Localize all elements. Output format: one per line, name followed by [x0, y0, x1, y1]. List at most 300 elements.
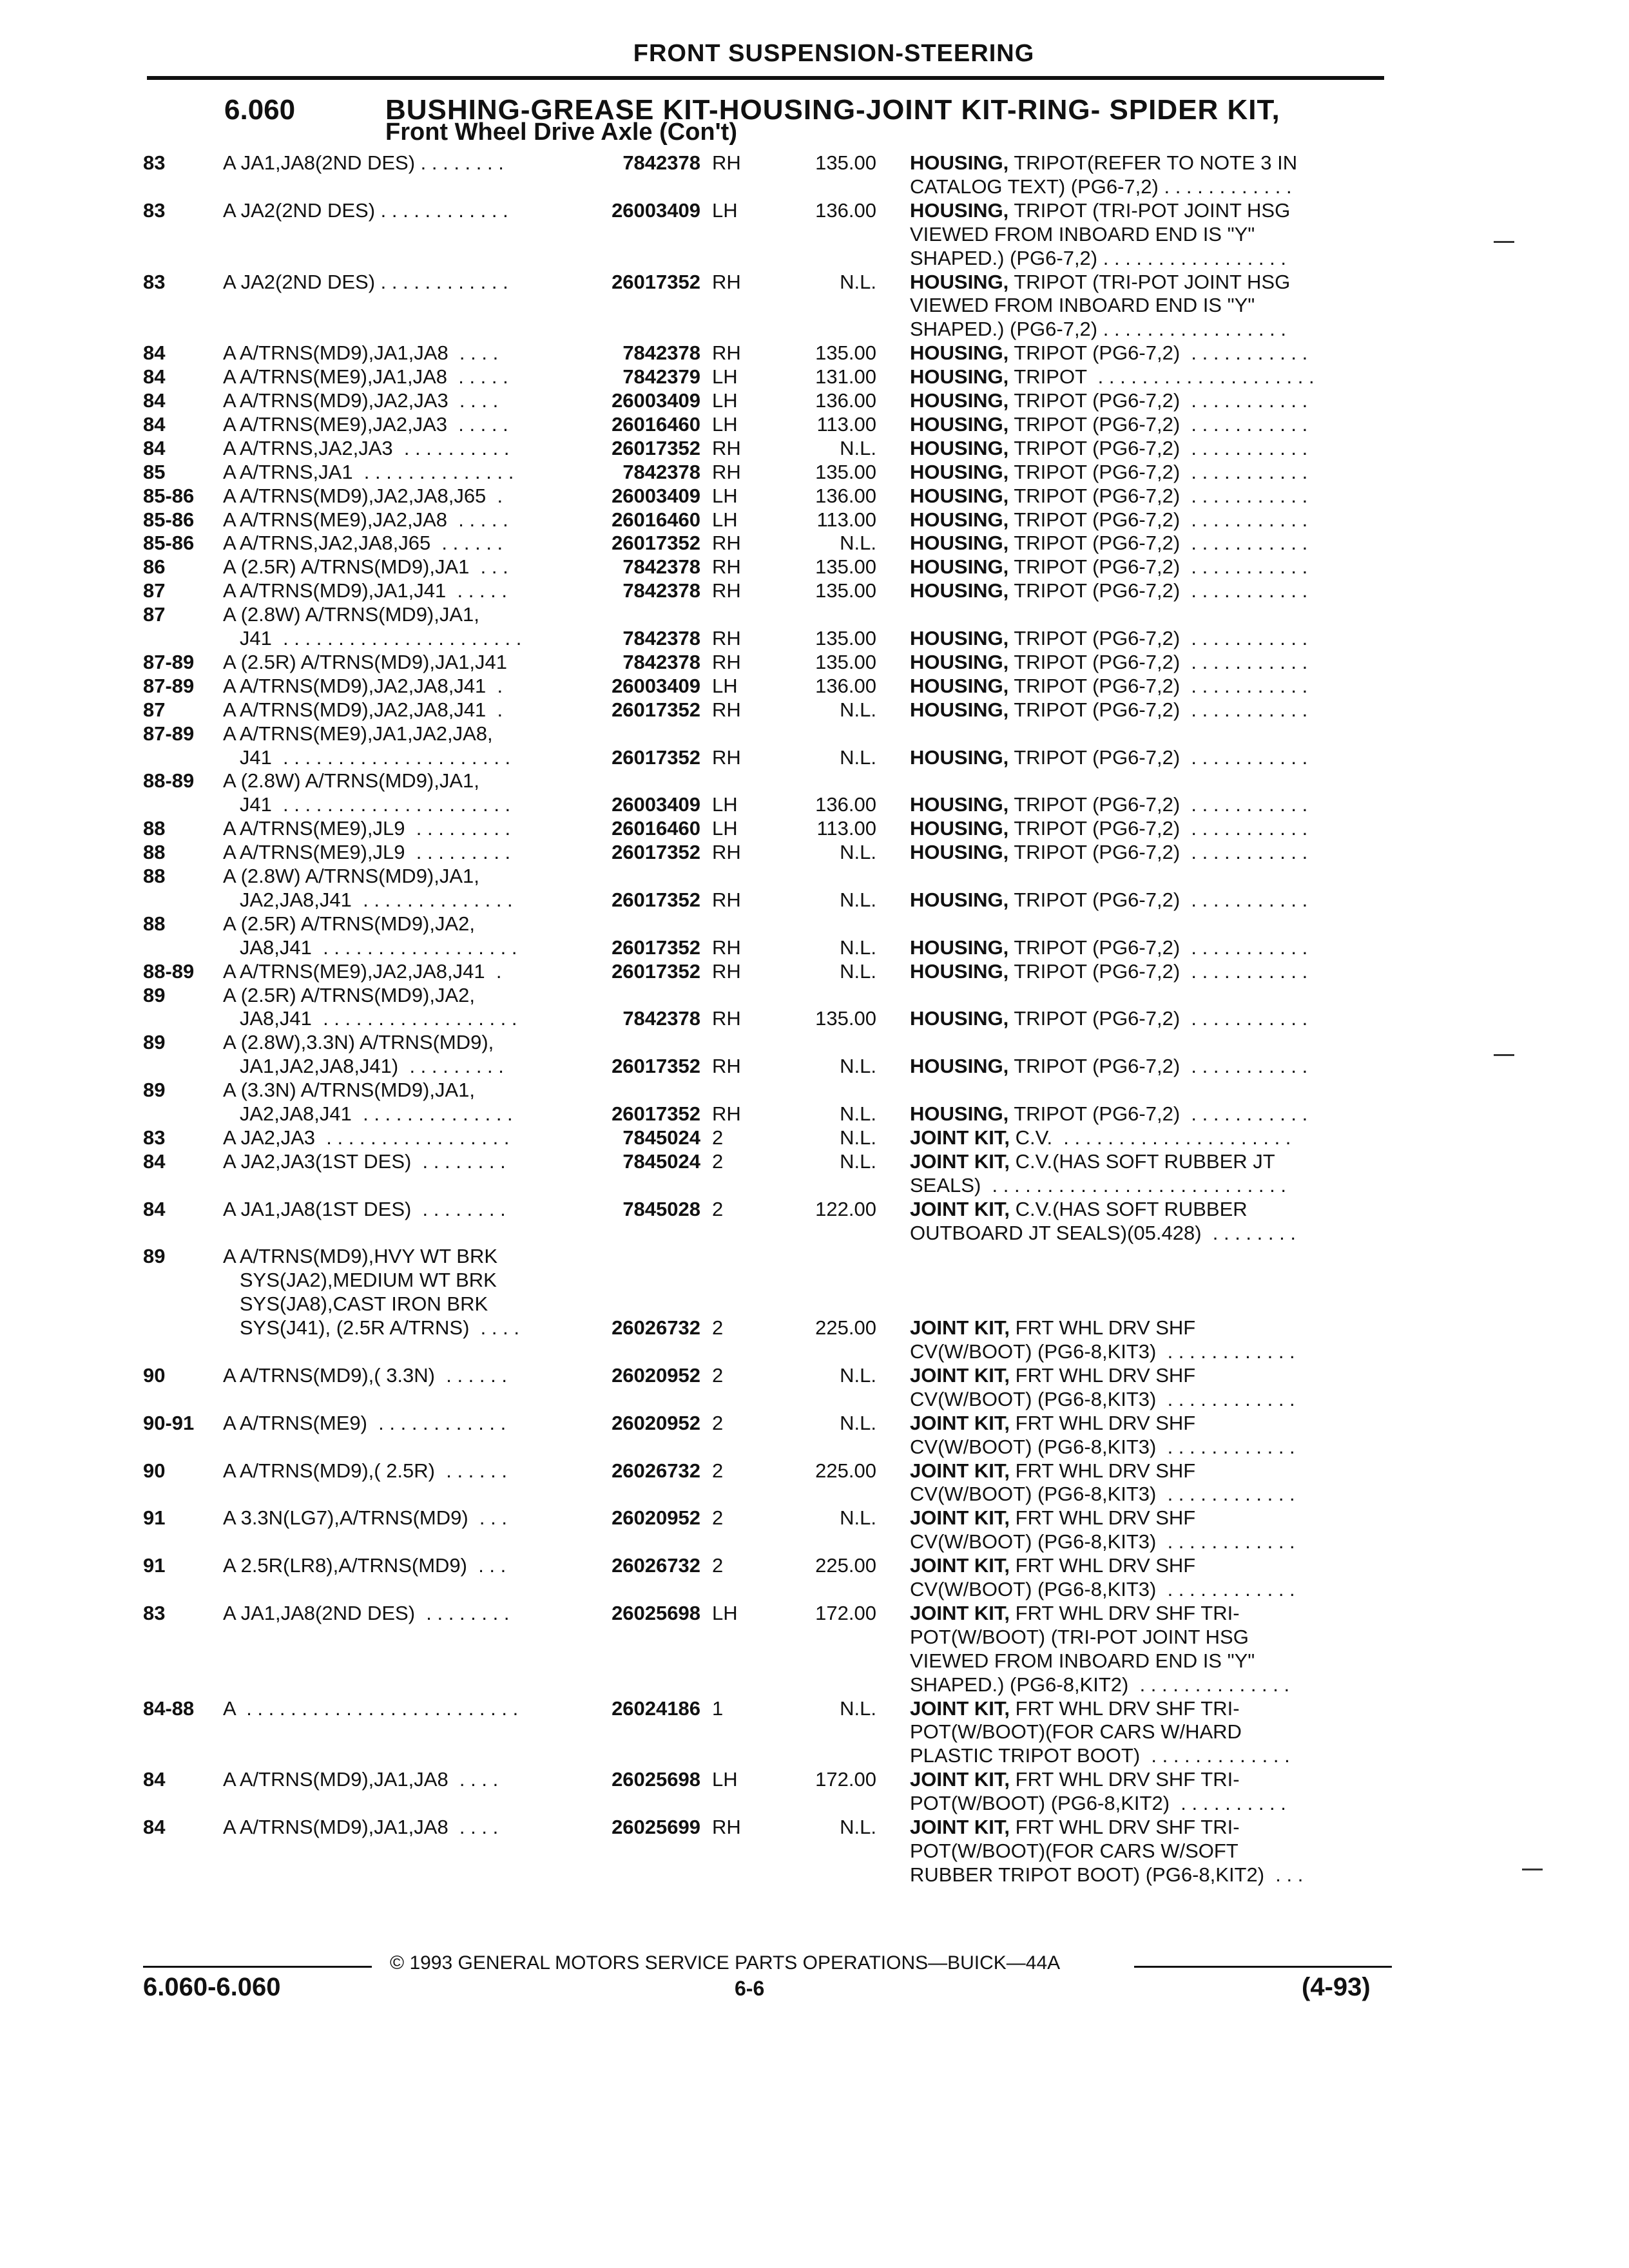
quantity: LH — [712, 365, 738, 389]
quantity: LH — [712, 412, 738, 436]
description-text: CATALOG TEXT) (PG6-7,2) . . . . . . . . . . . . — [910, 175, 1292, 198]
ref-number: 87 — [143, 698, 166, 721]
quantity: 2 — [712, 1554, 724, 1577]
quantity: RH — [712, 959, 741, 983]
part-number: 7842378 — [622, 341, 700, 365]
price: N.L. — [840, 698, 876, 721]
ref-number: 88-89 — [143, 769, 195, 793]
description-name: JOINT KIT, — [910, 1696, 1010, 1720]
description-name: JOINT KIT, — [910, 1459, 1010, 1482]
ref-number: 83 — [143, 151, 166, 174]
description — [910, 698, 1307, 722]
description — [910, 1791, 1286, 1815]
application: A A/TRNS(MD9),JA2,JA3 . . . . — [223, 389, 499, 412]
description — [910, 1387, 1295, 1411]
description-text: TRIPOT (PG6-7,2) . . . . . . . . . . . — [1008, 936, 1308, 959]
description — [910, 293, 1255, 317]
quantity: LH — [712, 508, 738, 531]
ref-number: 84 — [143, 412, 166, 436]
part-number: 26017352 — [612, 1102, 700, 1125]
application: A A/TRNS(ME9),JA1,JA2,JA8, — [223, 722, 493, 745]
description — [910, 365, 1315, 389]
application: A (3.3N) A/TRNS(MD9),JA1, — [223, 1079, 476, 1102]
ref-number: 86 — [143, 555, 166, 579]
description — [910, 436, 1307, 460]
quantity: RH — [712, 555, 741, 579]
description — [910, 1102, 1307, 1126]
description-name: HOUSING, — [910, 555, 1009, 579]
footer-rule-right — [1134, 1966, 1392, 1968]
quantity: RH — [712, 936, 741, 959]
description-text: FRT WHL DRV SHF — [1010, 1554, 1196, 1577]
ref-number: 85-86 — [143, 484, 195, 507]
application: A A/TRNS(MD9),( 3.3N) . . . . . . — [223, 1363, 507, 1387]
application: JA8,J41 . . . . . . . . . . . . . . . . . . — [223, 936, 517, 959]
description-text: TRIPOT (PG6-7,2) . . . . . . . . . . . — [1008, 532, 1308, 555]
application: A A/TRNS(ME9) . . . . . . . . . . . . — [223, 1411, 506, 1434]
application: A JA2,JA3(1ST DES) . . . . . . . . — [223, 1149, 506, 1173]
description-text: CV(W/BOOT) (PG6-8,KIT3) . . . . . . . . . . . . — [910, 1340, 1295, 1363]
price: 135.00 — [815, 627, 876, 649]
description-text: FRT WHL DRV SHF — [1010, 1459, 1196, 1482]
description-text: TRIPOT (PG6-7,2) . . . . . . . . . . . — [1008, 484, 1308, 507]
ref-number: 85 — [143, 460, 166, 483]
quantity: RH — [712, 627, 741, 649]
application: SYS(JA2),MEDIUM WT BRK — [223, 1269, 497, 1292]
application: A 3.3N(LG7),A/TRNS(MD9) . . . — [223, 1506, 507, 1530]
ref-number: 87-89 — [143, 722, 195, 745]
description-name: JOINT KIT, — [910, 1149, 1010, 1173]
description-name: HOUSING, — [910, 151, 1009, 174]
price: N.L. — [840, 436, 876, 459]
description-name: JOINT KIT, — [910, 1816, 1010, 1838]
application: J41 . . . . . . . . . . . . . . . . . . . . . — [223, 745, 511, 769]
description-text: SHAPED.) (PG6-7,2) . . . . . . . . . . . . . . . . . — [910, 318, 1286, 341]
description — [910, 650, 1307, 674]
quantity: 2 — [712, 1126, 724, 1149]
application: A A/TRNS(MD9),JA1,JA8 . . . . — [223, 1768, 499, 1791]
part-number: 26020952 — [612, 1363, 700, 1387]
footer-date: (4-93) — [1302, 1973, 1371, 2001]
price: N.L. — [840, 1696, 876, 1720]
part-number: 7842378 — [622, 555, 700, 579]
price: 172.00 — [815, 1768, 876, 1791]
ref-number: 84-88 — [143, 1696, 195, 1720]
description — [910, 175, 1292, 198]
price: N.L. — [840, 1055, 876, 1078]
quantity: LH — [712, 389, 738, 412]
application: A (2.5R) A/TRNS(MD9),JA1,J41 — [223, 650, 508, 673]
description-text: TRIPOT (PG6-7,2) . . . . . . . . . . . — [1008, 745, 1308, 769]
quantity: 2 — [712, 1149, 724, 1173]
ref-number: 83 — [143, 1126, 166, 1149]
part-number: 26017352 — [612, 936, 700, 959]
ref-number: 89 — [143, 1031, 166, 1054]
quantity: RH — [712, 270, 741, 293]
description-name: JOINT KIT, — [910, 1506, 1010, 1530]
description-text: FRT WHL DRV SHF TRI- — [1010, 1768, 1240, 1791]
description-text: C.V.(HAS SOFT RUBBER JT — [1010, 1149, 1275, 1173]
ref-number: 87-89 — [143, 674, 195, 697]
part-number: 26003409 — [612, 484, 700, 507]
description — [910, 1149, 1275, 1173]
price: 136.00 — [815, 674, 876, 697]
quantity: RH — [712, 151, 741, 174]
part-number: 26026732 — [612, 1316, 700, 1340]
description-text: TRIPOT (PG6-7,2) . . . . . . . . . . . — [1008, 555, 1308, 579]
application: A A/TRNS,JA2,JA8,J65 . . . . . . — [223, 532, 503, 555]
section-title: BUSHING-GREASE KIT-HOUSING-JOINT KIT-RING- SPIDER KIT, — [385, 94, 1280, 126]
description-name: JOINT KIT, — [910, 1363, 1010, 1387]
description-text: TRIPOT (PG6-7,2) . . . . . . . . . . . — [1008, 389, 1308, 412]
part-number: 26017352 — [612, 1055, 700, 1078]
description-text: FRT WHL DRV SHF — [1010, 1506, 1196, 1530]
description-name: HOUSING, — [910, 698, 1009, 721]
price: N.L. — [840, 959, 876, 983]
description — [910, 341, 1307, 365]
quantity: LH — [712, 817, 738, 840]
description — [910, 840, 1307, 864]
application: A A/TRNS(MD9),( 2.5R) . . . . . . — [223, 1459, 507, 1482]
description-text: TRIPOT (PG6-7,2) . . . . . . . . . . . — [1008, 888, 1308, 911]
ref-number: 88-89 — [143, 959, 195, 983]
ref-number: 88 — [143, 865, 166, 887]
price: N.L. — [840, 1126, 876, 1149]
description — [910, 1744, 1290, 1767]
description-text: POT(W/BOOT)(FOR CARS W/SOFT — [910, 1839, 1239, 1862]
part-number: 26017352 — [612, 888, 700, 911]
part-number: 26020952 — [612, 1411, 700, 1434]
description-text: TRIPOT (PG6-7,2) . . . . . . . . . . . — [1008, 412, 1308, 436]
price: 225.00 — [815, 1459, 876, 1482]
description — [910, 531, 1307, 555]
description-text: TRIPOT (PG6-7,2) . . . . . . . . . . . — [1008, 341, 1308, 365]
footer-rule-left — [143, 1966, 372, 1968]
price: 225.00 — [815, 1316, 876, 1340]
description-name: JOINT KIT, — [910, 1768, 1010, 1791]
description-text: TRIPOT (PG6-7,2) . . . . . . . . . . . — [1008, 627, 1308, 649]
part-number: 26017352 — [612, 270, 700, 293]
description — [910, 1601, 1240, 1625]
application: SYS(JA8),CAST IRON BRK — [223, 1293, 488, 1316]
quantity: RH — [712, 341, 741, 365]
price: N.L. — [840, 270, 876, 293]
ref-number: 84 — [143, 1149, 166, 1173]
description-name: HOUSING, — [910, 436, 1009, 459]
application: A A/TRNS(MD9),HVY WT BRK — [223, 1245, 498, 1268]
price: 225.00 — [815, 1554, 876, 1577]
application: J41 . . . . . . . . . . . . . . . . . . . . . . — [223, 627, 522, 649]
description — [910, 1316, 1195, 1340]
description-text: OUTBOARD JT SEALS)(05.428) . . . . . . . . — [910, 1221, 1296, 1244]
price: N.L. — [840, 888, 876, 911]
description — [910, 1506, 1195, 1530]
ref-number: 89 — [143, 1079, 166, 1102]
price: 135.00 — [815, 650, 876, 673]
description-text: POT(W/BOOT) (PG6-8,KIT2) . . . . . . . . . . — [910, 1792, 1286, 1815]
ref-number: 88 — [143, 912, 166, 935]
ref-number: 84 — [143, 1768, 166, 1791]
description-text: TRIPOT (PG6-7,2) . . . . . . . . . . . — [1008, 1102, 1308, 1125]
application: A A/TRNS(MD9),JA1,JA8 . . . . — [223, 341, 499, 365]
application: JA1,JA2,JA8,J41) . . . . . . . . . — [223, 1055, 504, 1078]
application: A A/TRNS(MD9),JA2,JA8,J65 . — [223, 484, 503, 507]
application: A (2.5R) A/TRNS(MD9),JA2, — [223, 983, 476, 1006]
price: N.L. — [840, 745, 876, 769]
description — [910, 1696, 1240, 1720]
description-text: CV(W/BOOT) (PG6-8,KIT3) . . . . . . . . . . . . — [910, 1483, 1295, 1506]
section-subtitle: Front Wheel Drive Axle (Con't) — [385, 119, 737, 146]
ref-number: 90-91 — [143, 1411, 195, 1434]
price: 136.00 — [815, 198, 876, 222]
ref-number: 87-89 — [143, 650, 195, 673]
application: A A/TRNS,JA1 . . . . . . . . . . . . . . — [223, 460, 514, 483]
description-text: FRT WHL DRV SHF — [1010, 1411, 1196, 1434]
description-name: JOINT KIT, — [910, 1197, 1010, 1220]
quantity: 2 — [712, 1411, 724, 1434]
description — [910, 1863, 1303, 1887]
application: A (2.8W),3.3N) A/TRNS(MD9), — [223, 1031, 494, 1054]
part-number: 7842378 — [622, 151, 700, 174]
ref-number: 88 — [143, 841, 166, 864]
description-name: HOUSING, — [910, 341, 1009, 365]
description-text: VIEWED FROM INBOARD END IS "Y" — [910, 1649, 1255, 1672]
description-text: TRIPOT (PG6-7,2) . . . . . . . . . . . — [1008, 460, 1308, 483]
description-text: C.V. . . . . . . . . . . . . . . . . . . . . . — [1010, 1126, 1291, 1149]
price: N.L. — [840, 1102, 876, 1125]
price: 135.00 — [815, 579, 876, 602]
description — [910, 888, 1307, 912]
description-text: POT(W/BOOT) (TRI-POT JOINT HSG — [910, 1625, 1249, 1648]
description-name: HOUSING, — [910, 532, 1009, 555]
page-header-title: FRONT SUSPENSION-STEERING — [633, 40, 1035, 67]
quantity: RH — [712, 698, 741, 721]
description — [910, 317, 1286, 341]
description-name: HOUSING, — [910, 627, 1009, 649]
description-name: HOUSING, — [910, 793, 1009, 816]
ref-number: 84 — [143, 1197, 166, 1220]
quantity: 2 — [712, 1197, 724, 1220]
quantity: RH — [712, 579, 741, 602]
description-text: TRIPOT (PG6-7,2) . . . . . . . . . . . — [1008, 674, 1308, 697]
description — [910, 1340, 1295, 1363]
quantity: RH — [712, 1007, 741, 1030]
description — [910, 1197, 1248, 1221]
description-name: HOUSING, — [910, 198, 1009, 222]
description-text: FRT WHL DRV SHF — [1010, 1363, 1196, 1387]
description — [910, 222, 1255, 246]
description-text: VIEWED FROM INBOARD END IS "Y" — [910, 294, 1255, 317]
application: A A/TRNS(MD9),JA2,JA8,J41 . — [223, 698, 503, 721]
description — [910, 198, 1290, 222]
ref-number: 89 — [143, 1245, 166, 1268]
ref-number: 87 — [143, 579, 166, 602]
description-text: FRT WHL DRV SHF TRI- — [1010, 1696, 1240, 1720]
description-name: HOUSING, — [910, 484, 1009, 507]
quantity: 2 — [712, 1506, 724, 1530]
application: A JA1,JA8(2ND DES) . . . . . . . . — [223, 1601, 510, 1624]
ref-number: 84 — [143, 341, 166, 365]
description-text: FRT WHL DRV SHF — [1010, 1316, 1196, 1340]
description — [910, 1221, 1296, 1245]
description-text: TRIPOT (PG6-7,2) . . . . . . . . . . . — [1008, 841, 1308, 864]
description — [910, 1767, 1240, 1791]
description — [910, 1815, 1240, 1839]
description-text: TRIPOT . . . . . . . . . . . . . . . . . . . . — [1008, 365, 1315, 389]
quantity: RH — [712, 1816, 741, 1838]
description — [910, 936, 1307, 959]
part-number: 26025698 — [612, 1601, 700, 1624]
part-number: 26017352 — [612, 959, 700, 983]
description-text: CV(W/BOOT) (PG6-8,KIT3) . . . . . . . . . . . . — [910, 1387, 1295, 1410]
description-name: HOUSING, — [910, 1007, 1009, 1030]
description-name: HOUSING, — [910, 1055, 1009, 1078]
description-name: JOINT KIT, — [910, 1411, 1010, 1434]
price: 172.00 — [815, 1601, 876, 1624]
description-text: CV(W/BOOT) (PG6-8,KIT3) . . . . . . . . . . . . — [910, 1435, 1295, 1458]
application: A A/TRNS(ME9),JL9 . . . . . . . . . — [223, 841, 511, 864]
quantity: RH — [712, 841, 741, 864]
quantity: LH — [712, 793, 738, 816]
part-number: 7845024 — [622, 1149, 700, 1173]
description — [910, 1173, 1286, 1197]
part-number: 26017352 — [612, 745, 700, 769]
description — [910, 816, 1307, 840]
price: 135.00 — [815, 1007, 876, 1030]
quantity: 2 — [712, 1459, 724, 1482]
ref-number: 91 — [143, 1554, 166, 1577]
footer-copyright: © 1993 GENERAL MOTORS SERVICE PARTS OPERATIONS—BUICK—44A — [390, 1952, 1061, 1974]
description-name: HOUSING, — [910, 270, 1009, 293]
price: N.L. — [840, 1411, 876, 1434]
quantity: RH — [712, 1102, 741, 1125]
price: 135.00 — [815, 460, 876, 483]
quantity: RH — [712, 436, 741, 459]
description-text: TRIPOT (TRI-POT JOINT HSG — [1008, 270, 1291, 293]
description — [910, 674, 1307, 698]
application: JA8,J41 . . . . . . . . . . . . . . . . . . — [223, 1007, 517, 1030]
description — [910, 1482, 1295, 1506]
ref-number: 91 — [143, 1506, 166, 1530]
price: 135.00 — [815, 555, 876, 579]
description — [910, 745, 1307, 769]
description-name: HOUSING, — [910, 841, 1009, 864]
application: A A/TRNS(ME9),JA2,JA8 . . . . . — [223, 508, 508, 531]
description-name: HOUSING, — [910, 412, 1009, 436]
application: A JA2,JA3 . . . . . . . . . . . . . . . . . — [223, 1126, 510, 1149]
quantity: 2 — [712, 1316, 724, 1340]
application: A A/TRNS(ME9),JA2,JA3 . . . . . — [223, 412, 508, 436]
part-number: 26017352 — [612, 841, 700, 864]
description-text: SHAPED.) (PG6-7,2) . . . . . . . . . . . . . . . . . — [910, 246, 1286, 269]
description-name: HOUSING, — [910, 959, 1009, 983]
description — [910, 151, 1297, 175]
price: 113.00 — [816, 508, 876, 531]
description-name: JOINT KIT, — [910, 1601, 1010, 1624]
ref-number: 83 — [143, 270, 166, 293]
ref-number: 84 — [143, 1816, 166, 1838]
application: A JA1,JA8(1ST DES) . . . . . . . . — [223, 1197, 506, 1220]
description-text: TRIPOT (PG6-7,2) . . . . . . . . . . . — [1008, 579, 1308, 602]
part-number: 26025698 — [612, 1768, 700, 1791]
description-text: TRIPOT (PG6-7,2) . . . . . . . . . . . — [1008, 508, 1308, 531]
description — [910, 1054, 1307, 1078]
description — [910, 1435, 1295, 1459]
application: A (2.8W) A/TRNS(MD9),JA1, — [223, 865, 479, 887]
quantity: LH — [712, 484, 738, 507]
part-number: 26003409 — [612, 389, 700, 412]
description-name: HOUSING, — [910, 745, 1009, 769]
description — [910, 1363, 1195, 1387]
application: A . . . . . . . . . . . . . . . . . . . . . . . . . — [223, 1696, 519, 1720]
description-text: RUBBER TRIPOT BOOT) (PG6-8,KIT2) . . . — [910, 1863, 1304, 1886]
quantity: 1 — [712, 1696, 724, 1720]
part-number: 7842378 — [622, 579, 700, 602]
price: N.L. — [840, 1816, 876, 1838]
description-name: JOINT KIT, — [910, 1316, 1010, 1340]
description — [910, 959, 1307, 983]
application: A JA2(2ND DES) . . . . . . . . . . . . — [223, 198, 508, 222]
description-text: TRIPOT (PG6-7,2) . . . . . . . . . . . — [1008, 817, 1308, 840]
description — [910, 1625, 1249, 1649]
description-text: TRIPOT (PG6-7,2) . . . . . . . . . . . — [1008, 959, 1308, 983]
part-number: 7842378 — [622, 650, 700, 673]
description — [910, 793, 1307, 816]
description-name: HOUSING, — [910, 936, 1009, 959]
description-name: HOUSING, — [910, 579, 1009, 602]
ref-number: 87 — [143, 603, 166, 626]
description — [910, 1839, 1239, 1863]
description-text: TRIPOT (PG6-7,2) . . . . . . . . . . . — [1008, 1007, 1308, 1030]
description — [910, 555, 1307, 579]
description-name: HOUSING, — [910, 888, 1009, 911]
price: 131.00 — [815, 365, 876, 389]
part-number: 26016460 — [612, 508, 700, 531]
ref-number: 83 — [143, 198, 166, 222]
part-number: 26003409 — [612, 198, 700, 222]
application: A JA2(2ND DES) . . . . . . . . . . . . — [223, 270, 508, 293]
application: A A/TRNS(MD9),JA2,JA8,J41 . — [223, 674, 503, 697]
footer-section-range: 6.060-6.060 — [143, 1973, 281, 2001]
description-text: FRT WHL DRV SHF TRI- — [1010, 1601, 1240, 1624]
description-text: SEALS) . . . . . . . . . . . . . . . . . . . . . . . . . . . — [910, 1173, 1286, 1196]
ref-number: 90 — [143, 1363, 166, 1387]
quantity: RH — [712, 460, 741, 483]
part-number: 7842378 — [622, 627, 700, 649]
ref-number: 84 — [143, 389, 166, 412]
ref-number: 85-86 — [143, 508, 195, 531]
application: A (2.5R) A/TRNS(MD9),JA1 . . . — [223, 555, 508, 579]
description-name: JOINT KIT, — [910, 1126, 1010, 1149]
description-text: TRIPOT (PG6-7,2) . . . . . . . . . . . — [1008, 650, 1308, 673]
application: A A/TRNS(ME9),JA2,JA8,J41 . — [223, 959, 502, 983]
price: N.L. — [840, 936, 876, 959]
description-name: JOINT KIT, — [910, 1554, 1010, 1577]
description-name: HOUSING, — [910, 817, 1009, 840]
section-number: 6.060 — [224, 94, 296, 126]
description-name: HOUSING, — [910, 389, 1009, 412]
description — [910, 1553, 1195, 1577]
part-number: 7842379 — [622, 365, 700, 389]
description — [910, 1577, 1295, 1601]
ref-number: 85-86 — [143, 532, 195, 555]
description — [910, 508, 1307, 532]
part-number: 26017352 — [612, 698, 700, 721]
application: A A/TRNS(ME9),JL9 . . . . . . . . . — [223, 817, 511, 840]
footer-page-number: 6-6 — [735, 1977, 765, 2000]
part-number: 26003409 — [612, 674, 700, 697]
price: N.L. — [840, 532, 876, 555]
